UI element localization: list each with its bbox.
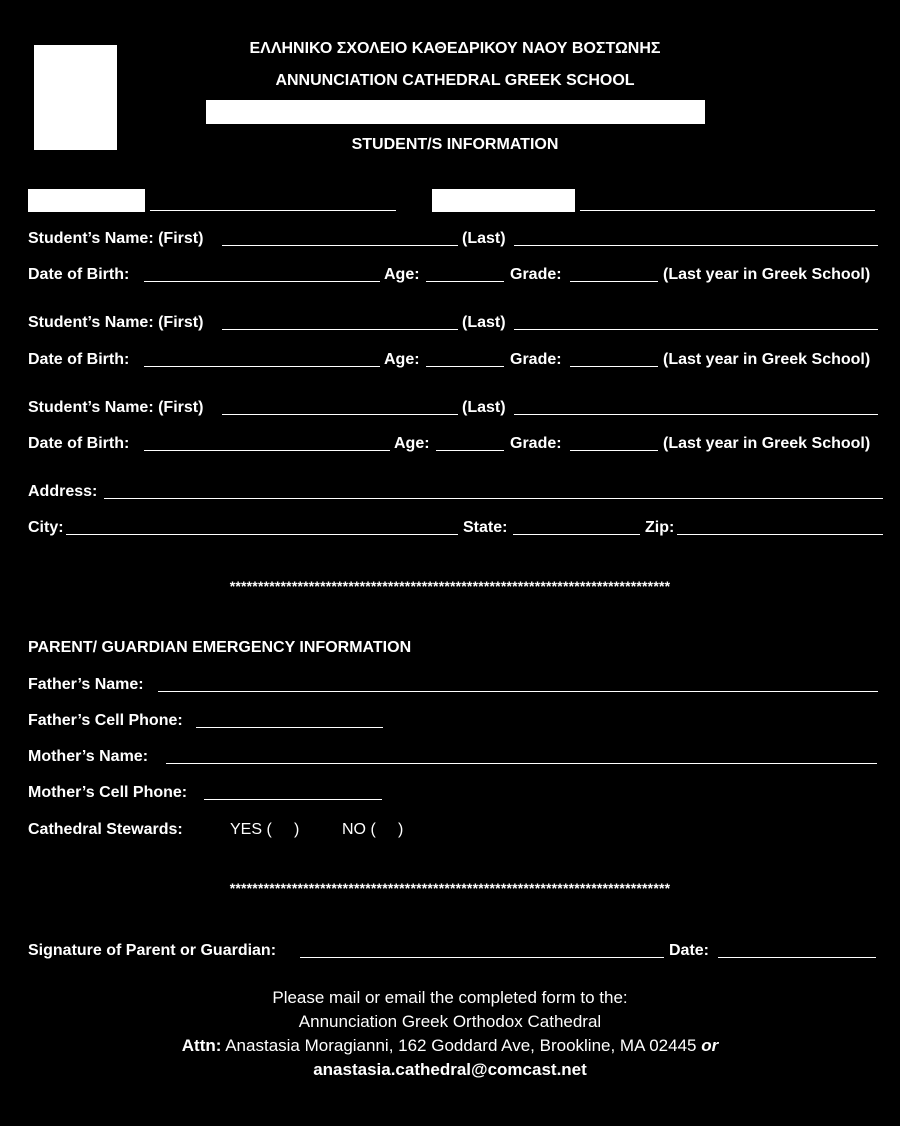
attn-or: or: [701, 1036, 719, 1055]
footer-attn-line: [0, 1034, 900, 1058]
mother-name-label: Mother’s Name:: [28, 748, 149, 765]
student3-age-label: Age:: [394, 435, 430, 452]
student2-dob-field[interactable]: [144, 350, 380, 367]
zip-label: Zip:: [645, 519, 675, 536]
stewards-label: Cathedral Stewards:: [28, 821, 183, 838]
footer-line2: Annunciation Greek Orthodox Cathedral: [298, 1012, 602, 1031]
header-white-bar: [206, 100, 705, 124]
student1-last-label: (Last): [462, 230, 506, 247]
footer-line1: Please mail or email the completed form to the:: [272, 988, 628, 1007]
student3-last-label: (Last): [462, 399, 506, 416]
student1-last-field[interactable]: [514, 229, 878, 246]
redacted-box-2: [432, 189, 575, 212]
address-label: Address:: [28, 483, 98, 500]
zip-field[interactable]: [677, 518, 883, 535]
student3-first-field[interactable]: [222, 398, 458, 415]
student1-grade-note: (Last year in Greek School): [663, 266, 871, 283]
address-field[interactable]: [104, 482, 883, 499]
student2-grade-label: Grade:: [510, 351, 562, 368]
stewards-no-option[interactable]: NO ( ): [342, 821, 404, 838]
student1-dob-field[interactable]: [144, 265, 380, 282]
student1-first-field[interactable]: [222, 229, 458, 246]
signature-field[interactable]: [300, 941, 664, 958]
student1-grade-label: Grade:: [510, 266, 562, 283]
student1-first-label: Student’s Name: (First): [28, 230, 204, 247]
footer-email[interactable]: anastasia.cathedral@comcast.net: [313, 1060, 587, 1079]
student1-grade-field[interactable]: [570, 265, 658, 282]
english-school-title: ANNUNCIATION CATHEDRAL GREEK SCHOOL: [275, 72, 635, 89]
student3-age-field[interactable]: [436, 434, 504, 451]
student2-grade-field[interactable]: [570, 350, 658, 367]
student2-last-field[interactable]: [514, 313, 878, 330]
father-cell-label: Father’s Cell Phone:: [28, 712, 183, 729]
separator-2: ******************************************************************************: [229, 880, 671, 896]
separator-1: ******************************************************************************: [229, 578, 671, 594]
student-info-title: STUDENT/S INFORMATION: [351, 136, 559, 153]
attn-label: Attn:: [181, 1036, 222, 1055]
student1-age-label: Age:: [384, 266, 420, 283]
city-label: City:: [28, 519, 64, 536]
city-field[interactable]: [66, 518, 458, 535]
mother-name-field[interactable]: [166, 747, 877, 764]
student2-last-label: (Last): [462, 314, 506, 331]
student2-first-field[interactable]: [222, 313, 458, 330]
student3-first-label: Student’s Name: (First): [28, 399, 204, 416]
parent-section-title: PARENT/ GUARDIAN EMERGENCY INFORMATION: [28, 639, 412, 656]
signature-label: Signature of Parent or Guardian:: [28, 942, 277, 959]
father-cell-field[interactable]: [196, 711, 383, 728]
logo-placeholder: [34, 45, 117, 150]
mother-cell-field[interactable]: [204, 783, 382, 800]
student3-dob-field[interactable]: [144, 434, 390, 451]
student2-grade-note: (Last year in Greek School): [663, 351, 871, 368]
date-field[interactable]: [718, 941, 876, 958]
blank-line-2[interactable]: [580, 194, 875, 211]
blank-line-1[interactable]: [150, 194, 396, 211]
redacted-box-1: [28, 189, 145, 212]
student3-last-field[interactable]: [514, 398, 878, 415]
student1-age-field[interactable]: [426, 265, 504, 282]
student2-age-field[interactable]: [426, 350, 504, 367]
state-field[interactable]: [513, 518, 640, 535]
father-name-field[interactable]: [158, 675, 878, 692]
attn-text: Anastasia Moragianni, 162 Goddard Ave, Brookline, MA 02445: [225, 1036, 697, 1055]
student2-first-label: Student’s Name: (First): [28, 314, 204, 331]
student3-grade-label: Grade:: [510, 435, 562, 452]
date-label: Date:: [669, 942, 710, 959]
student1-dob-label: Date of Birth:: [28, 266, 130, 283]
mother-cell-label: Mother’s Cell Phone:: [28, 784, 188, 801]
student2-age-label: Age:: [384, 351, 420, 368]
student3-grade-note: (Last year in Greek School): [663, 435, 871, 452]
student3-grade-field[interactable]: [570, 434, 658, 451]
stewards-yes-option[interactable]: YES ( ): [230, 821, 300, 838]
student3-dob-label: Date of Birth:: [28, 435, 130, 452]
father-name-label: Father’s Name:: [28, 676, 144, 693]
student2-dob-label: Date of Birth:: [28, 351, 130, 368]
greek-school-title: ΕΛΛΗΝΙΚΟ ΣΧΟΛΕΙΟ ΚΑΘΕΔΡΙΚΟΥ ΝΑΟΥ ΒΟΣΤΩΝΗΣ: [249, 40, 661, 57]
state-label: State:: [463, 519, 508, 536]
